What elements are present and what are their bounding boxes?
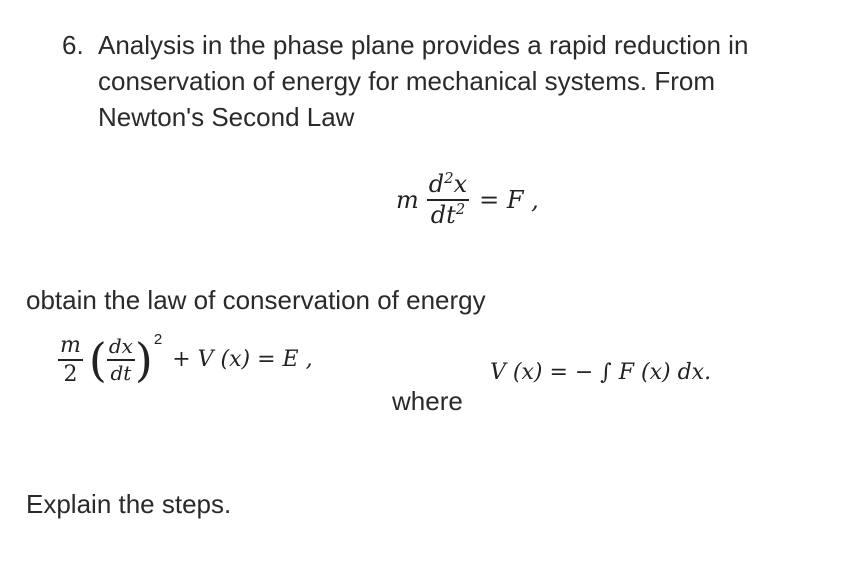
velocity-denominator: dt xyxy=(110,360,132,385)
half-mass-numerator: m xyxy=(60,333,81,358)
velocity-numerator: dx xyxy=(108,334,133,359)
fraction-numerator xyxy=(427,169,469,198)
numerator-x: x xyxy=(453,170,468,198)
potential-definition-equation: V (x) = − ∫ F (x) dx. xyxy=(490,360,712,385)
instruction-text: obtain the law of conservation of energy xyxy=(26,285,486,315)
question-line-2: conservation of energy for mechanical systems. From xyxy=(98,66,716,96)
mass-symbol: m xyxy=(396,185,419,214)
square-exponent: 2 xyxy=(153,331,163,349)
question-line-1: Analysis in the phase plane provides a rapid reduction in xyxy=(98,30,749,60)
question-line-3: Newton's Second Law xyxy=(98,102,355,132)
close-paren: ) xyxy=(134,332,153,387)
newton-second-law-equation xyxy=(396,169,539,229)
explain-prompt: Explain the steps. xyxy=(26,489,232,519)
potential-energy-terms: + V (x) = E , xyxy=(172,347,313,373)
force-rhs: = F , xyxy=(479,185,539,214)
second-derivative-fraction xyxy=(427,169,469,229)
fraction-denominator xyxy=(429,199,467,229)
numerator-exponent: 2 xyxy=(444,169,454,187)
denominator-dt: dt xyxy=(430,200,456,229)
question-number: 6. xyxy=(62,30,84,60)
where-text: where xyxy=(392,386,463,416)
open-paren: ( xyxy=(88,332,107,387)
half-mass-denominator: 2 xyxy=(63,361,78,387)
energy-conservation-equation xyxy=(58,331,313,387)
velocity-fraction xyxy=(107,336,135,384)
denominator-exponent: 2 xyxy=(455,199,466,218)
fraction-bar xyxy=(58,359,83,361)
half-mass-fraction xyxy=(58,334,83,386)
numerator-d: d xyxy=(428,170,445,198)
